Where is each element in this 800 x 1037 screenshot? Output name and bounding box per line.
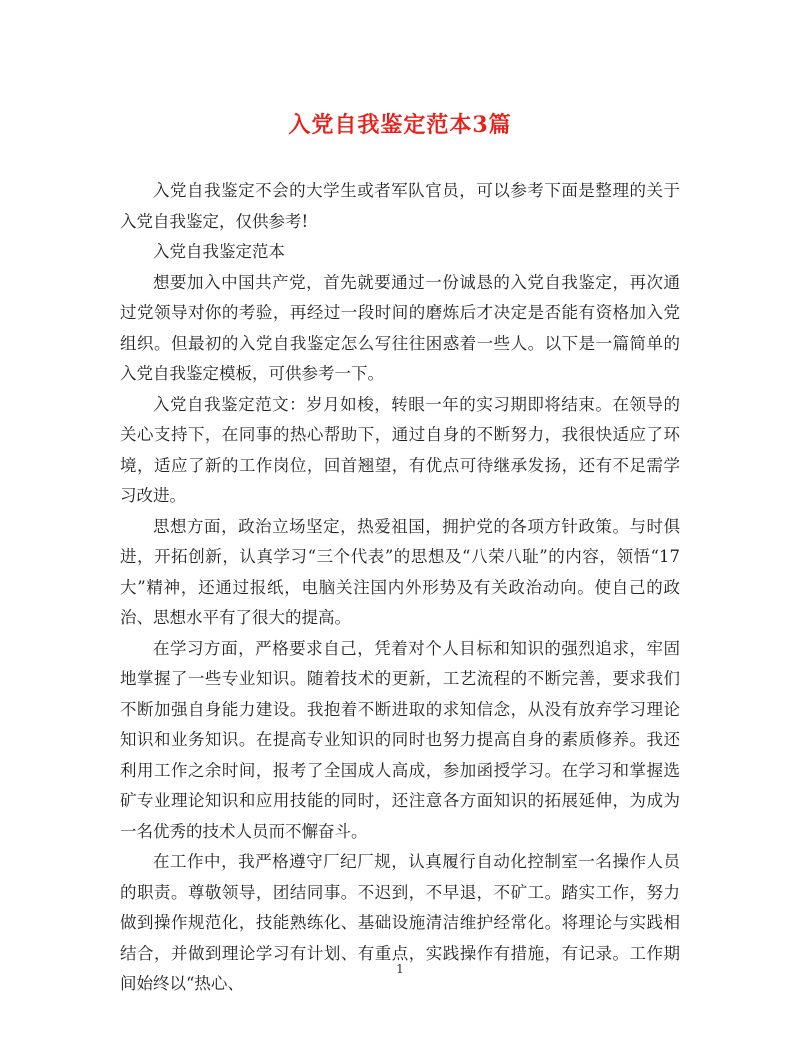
intro-paragraph: 入党自我鉴定不会的大学生或者军队官员，可以参考下面是整理的关于入党自我鉴定，仅供参考!	[120, 181, 680, 231]
body-paragraph: 在工作中，我严格遵守厂纪厂规，认真履行自动化控制室一名操作人员的职责。尊敬领导，团结同事。不迟到，不早退，不矿工。踏实工作，努力做到操作规范化，技能熟练化、基础设施清洁维护经常化。将理论与实践相结合，并做到理论学习有计划、有重点，实践操作有措施，有记录。工作期间始终以“热心、	[120, 852, 680, 993]
body-paragraph: 在学习方面，严格要求自己，凭着对个人目标和知识的强烈追求，牢固地掌握了一些专业知识。随着技术的更新，工艺流程的不断完善，要求我们不断加强自身能力建设。我抱着不断进取的求知信念，从没有放弃学习理论知识和业务知识。在提高专业知识的同时也努力提高自身的素质修养。我还利用工作之余时间，报考了全国成人高成，参加函授学习。在学习和掌握选矿专业理论知识和应用技能的同时，还注意各方面知识的拓展延伸，为成为一名优秀的技术人员而不懈奋斗。	[120, 638, 680, 841]
body-paragraph: 想要加入中国共产党，首先就要通过一份诚恳的入党自我鉴定，再次通过党领导对你的考验，再经过一段时间的磨炼后才决定是否能有资格加入党组织。但最初的入党自我鉴定怎么写往往困惑着一些人。以下是一篇简单的入党自我鉴定模板，可供参考一下。	[120, 272, 680, 383]
body-paragraph: 入党自我鉴定范文：岁月如梭，转眼一年的实习期即将结束。在领导的关心支持下，在同事的热心帮助下，通过自身的不断努力，我很快适应了环境，适应了新的工作岗位，回首翘望，有优点可待继承发扬，还有不足需学习改进。	[120, 394, 680, 505]
body-paragraph: 思想方面，政治立场坚定，热爱祖国，拥护党的各项方针政策。与时俱进，开拓创新，认真学习“三个代表”的思想及“八荣八耻”的内容，领悟“17大”精神，还通过报纸，电脑关注国内外形势及有关政治动向。使自己的政治、思想水平有了很大的提高。	[120, 516, 680, 627]
page-number: 1	[396, 962, 404, 976]
document-title: 入党自我鉴定范本3篇	[288, 112, 512, 138]
section-heading: 入党自我鉴定范本	[153, 242, 285, 261]
document-body	[120, 176, 680, 1000]
